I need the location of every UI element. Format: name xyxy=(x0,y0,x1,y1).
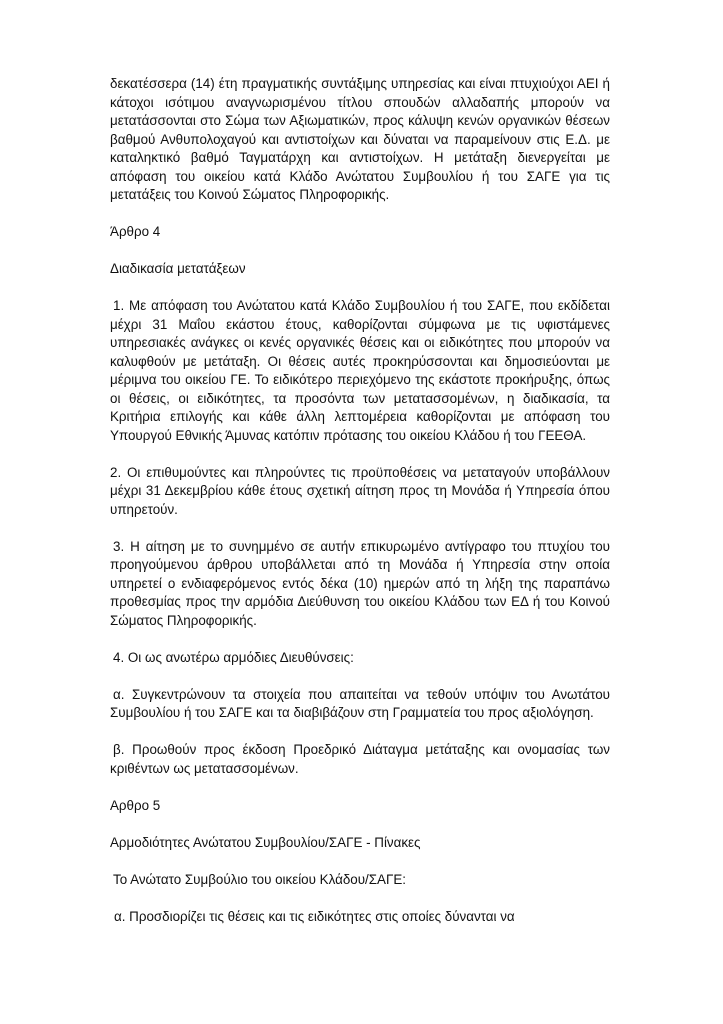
article-5-title: Αρμοδιότητες Ανώτατου Συμβουλίου/ΣΑΓΕ - Πίνακες xyxy=(110,834,421,850)
intro-paragraph: δεκατέσσερα (14) έτη πραγματικής συντάξιμης υπηρεσίας και είναι πτυχιούχοι ΑΕΙ ή κάτοχοι ισότιμου αναγνωρισμένου τίτλου σπουδών αλλαδαπής μπορούν να μετατάσσονται στο Σώμα των Αξιωματικών, προς κάλυψη κενών οργανικών θέσεων βαθμού Ανθυπολοχαγού και αντιστοίχων και δύναται να παραμείνουν στις Ε.Δ. με καταληκτικό βαθμό Ταγματάρχη και αντιστοίχων. Η μετάταξη διενεργείται με απόφαση του οικείου κατά Κλάδο Ανώτατου Συμβουλίου ή του ΣΑΓΕ για τις μετατάξεις του Κοινού Σώματος Πληροφορικής. xyxy=(110,76,610,202)
document-body xyxy=(110,75,610,926)
article-4-paragraph-1: 1. Με απόφαση του Ανώτατου κατά Κλάδο Συμβουλίου ή του ΣΑΓΕ, που εκδίδεται μέχρι 31 Μαΐου εκάστου έτους, καθορίζονται σύμφωνα με τις υφιστάμενες υπηρεσιακές ανάγκες οι κενές οργανικές θέσεις και οι ειδικότητες που μπορούν να καλυφθούν με μετάταξη. Οι θέσεις αυτές προκηρύσσονται και δημοσιεύονται με μέριμνα του οικείου ΓΕ. Το ειδικότερο περιεχόμενο της εκάστοτε προκήρυξης, όπως οι θέσεις, οι ειδικότητες, τα προσόντα των μετατασσομένων, η διαδικασία, τα Κριτήρια επιλογής και κάθε άλλη λεπτομέρεια καθορίζονται με απόφαση του Υπουργού Εθνικής Άμυνας κατόπιν πρότασης του οικείου Κλάδου ή του ΓΕΕΘΑ. xyxy=(110,298,610,443)
article-5-paragraph-a: α. Προσδιορίζει τις θέσεις και τις ειδικότητες στις οποίες δύνανται να xyxy=(114,908,515,924)
article-4-paragraph-3: 3. Η αίτηση με το συνημμένο σε αυτήν επικυρωμένο αντίγραφο του πτυχίου του προηγούμενου άρθρου υποβάλλεται από τη Μονάδα ή Υπηρεσία στην οποία υπηρετεί ο ενδιαφερόμενος εντός δέκα (10) ημερών από τη λήξη της παραπάνω προθεσμίας προς την αρμόδια Διεύθυνση του οικείου Κλάδου των ΕΔ ή του Κοινού Σώματος Πληροφορικής. xyxy=(110,538,610,628)
article-5-heading: Αρθρο 5 xyxy=(110,797,161,813)
article-4-paragraph-2: 2. Οι επιθυμούντες και πληρούντες τις προϋποθέσεις να μεταταγούν υποβάλλουν μέχρι 31 Δεκεμβρίου κάθε έτους σχετική αίτηση προς τη Μονάδα ή Υπηρεσία όπου υπηρετούν. xyxy=(110,464,610,517)
article-4-title: Διαδικασία μετατάξεων xyxy=(110,261,246,276)
article-5-intro: Το Ανώτατο Συμβούλιο του οικείου Κλάδου/ΣΑΓΕ: xyxy=(113,871,407,887)
article-4-paragraph-4: 4. Οι ως ανωτέρω αρμόδιες Διευθύνσεις: xyxy=(113,649,354,665)
article-4-heading: Άρθρο 4 xyxy=(110,224,161,239)
article-4-paragraph-4b: β. Προωθούν προς έκδοση Προεδρικό Διάταγμα μετάταξης και ονομασίας των κριθέντων ως μετατασσομένων. xyxy=(110,742,610,776)
article-4-paragraph-4a: α. Συγκεντρώνουν τα στοιχεία που απαιτείται να τεθούν υπόψιν του Ανωτάτου Συμβουλίου ή του ΣΑΓΕ και τα διαβιβάζουν στη Γραμματεία του προς αξιολόγηση. xyxy=(110,686,610,720)
